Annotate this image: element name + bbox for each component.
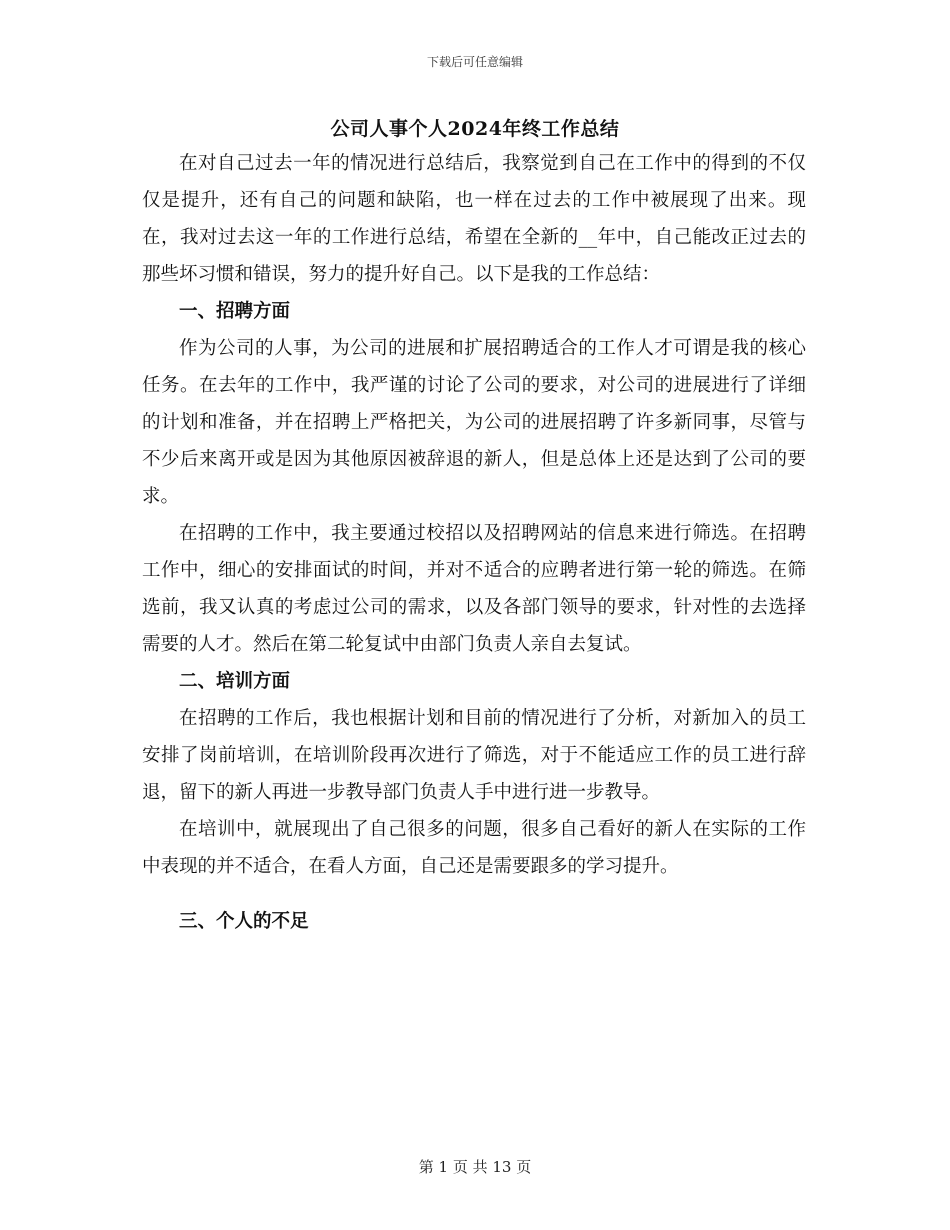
paragraph: 在招聘的工作中，我主要通过校招以及招聘网站的信息来进行筛选。在招聘工作中，细心的安排面试的时间，并对不适合的应聘者进行第一轮的筛选。在筛选前，我又认真的考虑过公司的需求，以及各部门领导的要求，针对性的去选择需要的人才。然后在第二轮复试中由部门负责人亲自去复试。: [142, 523, 806, 655]
paragraph: 作为公司的人事，为公司的进展和扩展招聘适合的工作人才可谓是我的核心任务。在去年的工作中，我严谨的讨论了公司的要求，对公司的进展进行了详细的计划和准备，并在招聘上严格把关，为公司的进展招聘了许多新同事，尽管与不少后来离开或是因为其他原因被辞退的新人，但是总体上还是达到了公司的要求。: [142, 338, 806, 507]
page-header: 下载后可任意编辑: [426, 55, 523, 69]
section-heading-shortcomings: 三、个人的不足: [179, 911, 309, 932]
section-heading-recruitment: 一、招聘方面: [179, 301, 291, 322]
section-heading-training: 二、培训方面: [179, 671, 291, 692]
document-body: [142, 145, 806, 940]
paragraph: 在培训中，就展现出了自己很多的问题，很多自己看好的新人在实际的工作中表现的并不适合，在看人方面，自己还是需要跟多的学习提升。: [142, 819, 806, 877]
intro-paragraph: 在对自己过去一年的情况进行总结后，我察觉到自己在工作中的得到的不仅仅是提升，还有自己的问题和缺陷，也一样在过去的工作中被展现了出来。现在，我对过去这一年的工作进行总结，希望在全新的__年中，自己能改正过去的那些坏习惯和错误，努力的提升好自己。以下是我的工作总结：: [142, 153, 806, 285]
page-number: 第 1 页 共 13 页: [418, 1158, 532, 1176]
paragraph: 在招聘的工作后，我也根据计划和目前的情况进行了分析，对新加入的员工安排了岗前培训，在培训阶段再次进行了筛选，对于不能适应工作的员工进行辞退，留下的新人再进一步教导部门负责人手中进行进一步教导。: [142, 708, 806, 803]
document-title: 公司人事个人2024年终工作总结: [330, 118, 620, 140]
